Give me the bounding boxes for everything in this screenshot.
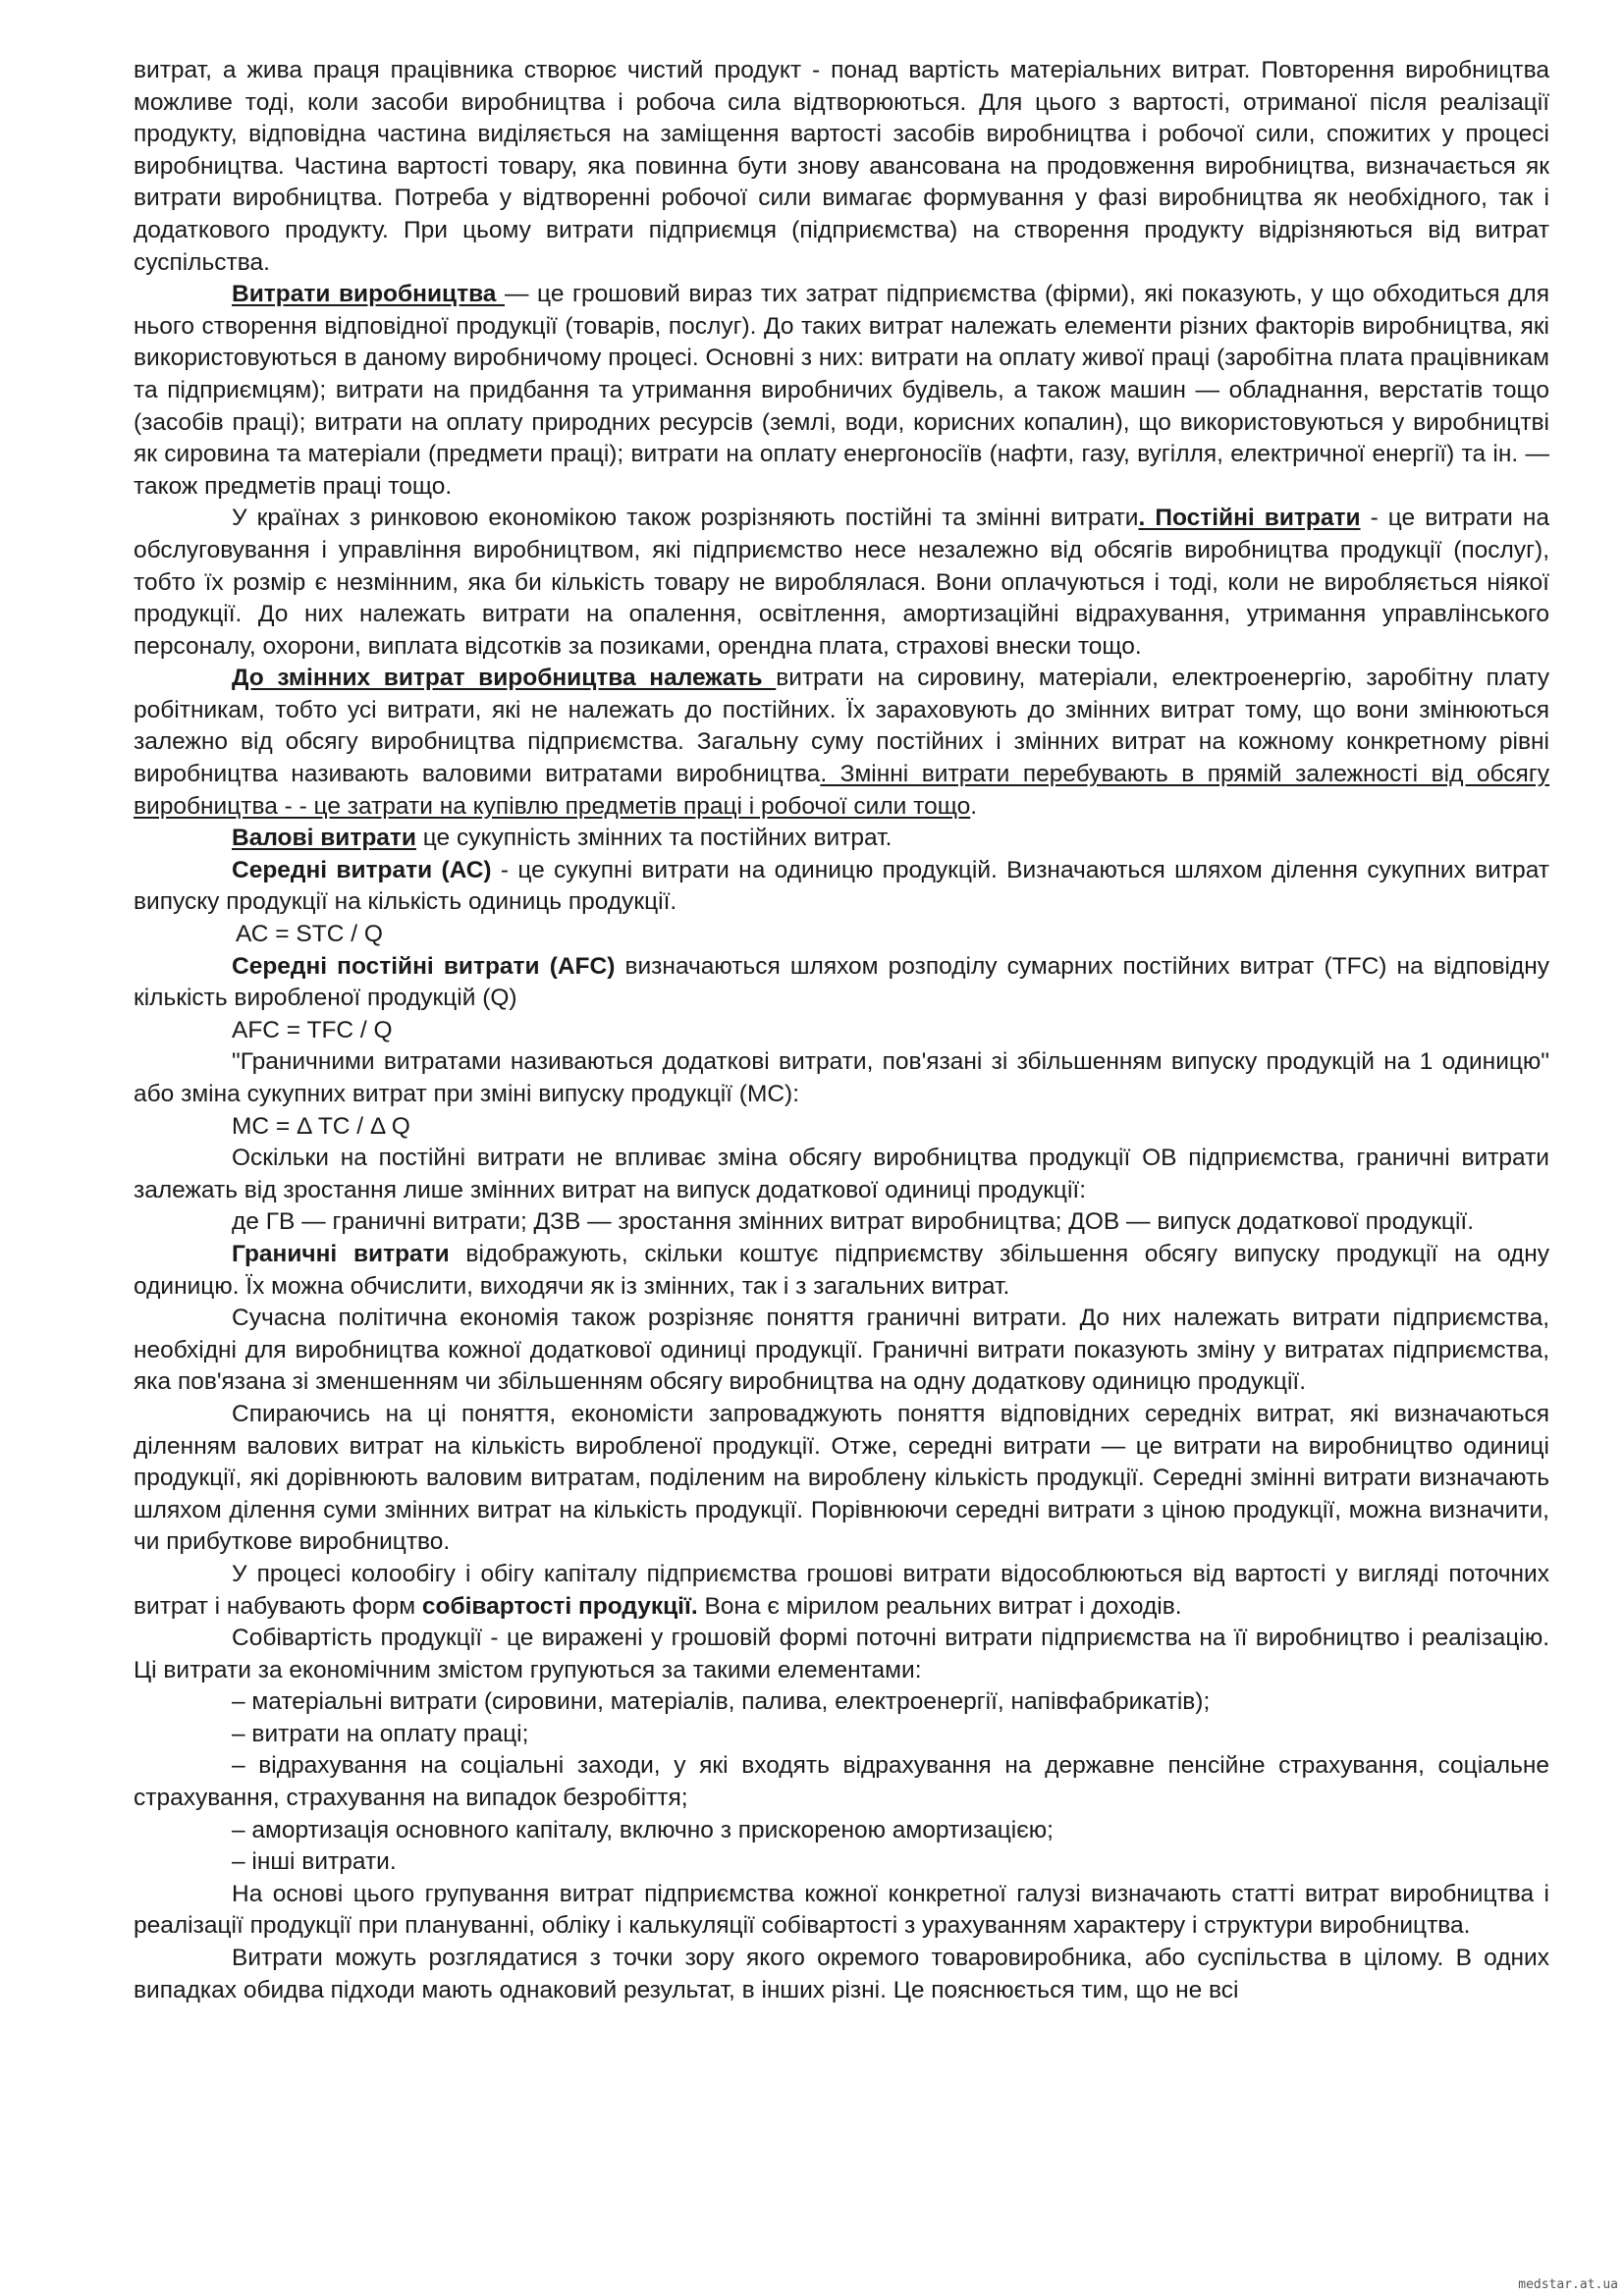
paragraph-legend: де ГВ — граничні витрати; ДЗВ — зростання змінних витрат виробництва; ДОВ — випуск додаткової продукції. <box>232 1208 1475 1236</box>
paragraph-variable-costs: До змінних витрат виробництва належать витрати на сировину, матеріали, електроенергію, заробітну плату робітникам, тобто усі витрати, які не належать до постійних. Їх зараховують до змінних витрат тому, що вони змінюються залежно від обсягу виробництва підприємства. Загальну суму постійних і змінних витрат на кожному конкретному рівні виробництва називають валовими витратами виробництва. Змінні витрати перебувають в прямій залежності від обсягу виробництва - - це затрати на купівлю предметів праці і робочої сили тощо. <box>134 665 1550 820</box>
paragraph-marginal-dependence: Оскільки на постійні витрати не впливає зміна обсягу виробництва продукції ОВ підприємства, граничні витрати залежать від зростання лише змінних витрат на випуск додаткової одиниці продукції: <box>134 1145 1549 1203</box>
paragraph-average-concepts: Спираючись на ці поняття, економісти запроваджують поняття відповідних середніх витрат, які визначаються діленням валових витрат на кількість виробленої продукції. Отже, середні витрати — це витрати на виробництво одиниці продукції, які дорівнюють валовим витратам, поділеним на вироблену кількість продукції. Середні змінні витрати визначають шляхом ділення суми змінних витрат на кількість продукції. Порівнюючи середні витрати з ціною продукції, можна визначити, чи прибуткове виробництво. <box>134 1400 1549 1556</box>
list-item: – інші витрати. <box>232 1848 397 1876</box>
term-afc: Середні постійні витрати (AFC) <box>232 952 616 980</box>
paragraph-afc: Середні постійні витрати (AFC) визначаються шляхом розподілу сумарних постійних витрат (TFC) на відповідну кількість виробленої продукцій (Q) <box>134 952 1550 1012</box>
paragraph-cost-items: На основі цього групування витрат підприємства кожної конкретної галузі визначають статті витрат виробництва і реалізації продукції при плануванні, обліку і калькуляції собівартості з урахуванням характеру і структури виробництва. <box>134 1880 1549 1940</box>
formula-afc: AFC = TFC / Q <box>232 1016 393 1043</box>
list-item: – амортизація основного капіталу, включно з прискореною амортизацією; <box>232 1816 1054 1843</box>
list-item: – відрахування на соціальні заходи, у які входять відрахування на державне пенсійне страхування, соціальне страхування, страхування на випадок безробіття; <box>134 1752 1549 1812</box>
term-marginal-costs: Граничні витрати <box>232 1240 450 1267</box>
paragraph-perspective: Витрати можуть розглядатися з точки зору якого окремого товаровиробника, або суспільства в цілому. В одних випадках обидва підходи мають однаковий результат, в інших різні. Це пояснюється тим, що не всі <box>134 1945 1549 2003</box>
paragraph-gross-costs: Валові витрати це сукупність змінних та постійних витрат. <box>232 825 893 852</box>
paragraph-average-costs: Середні витрати (АС) - це сукупні витрати на одиницю продукцій. Визначаються шляхом ділення сукупних витрат випуску продукції на кількість одиниць продукції. <box>134 856 1550 916</box>
term-cost-price: собівартості продукції. <box>421 1592 698 1620</box>
paragraph-political-economy: Сучасна політична економія також розрізняє поняття граничні витрати. До них належать витрати підприємства, необхідні для виробництва кожної додаткової одиниці продукції. Граничні витрати показують зміну у витратах підприємства, яка пов'язана зі зменшенням чи збільшенням обсягу виробництва на одну додаткову одиницю продукції. <box>134 1305 1549 1396</box>
paragraph-capital-circulation: У процесі колообігу і обігу капіталу підприємства грошові витрати відособлюються від вартості у вигляді поточних витрат і набувають форм собівартості продукції. Вона є мірилом реальних витрат і доходів. <box>134 1560 1549 1620</box>
term-gross-costs: Валові витрати <box>232 825 416 852</box>
list-item: – матеріальні витрати (сировини, матеріалів, палива, електроенергії, напівфабрикатів); <box>232 1688 1211 1716</box>
term-average-costs: Середні витрати (АС) <box>232 856 492 883</box>
term-fixed-costs: . Постійні витрати <box>1138 505 1361 532</box>
formula-mc: МС = Δ ТС / Δ Q <box>232 1112 410 1140</box>
formula-ac: АС = STC / Q <box>236 921 383 948</box>
watermark: medstar.at.ua <box>1518 2277 1618 2292</box>
document-page <box>134 55 1549 2006</box>
underlined-variable-costs-note: . Змінні витрати перебувають в прямій залежності від обсягу виробництва - - це затрати на купівлю предметів праці і робочої сили тощо <box>134 761 1550 820</box>
paragraph-marginal-costs: Граничні витрати відображують, скільки коштує підприємству збільшення обсягу випуску продукції на одну одиницю. Їх можна обчислити, виходячи як із змінних, так і з загальних витрат. <box>134 1240 1549 1300</box>
paragraph-cost-price: Собівартість продукції - це виражені у грошовій формі поточні витрати підприємства на її виробництво і реалізацію. Ці витрати за економічним змістом групуються за такими елементами: <box>134 1625 1549 1683</box>
paragraph-fixed-costs: У країнах з ринковою економікою також розрізняють постійні та змінні витрати. Постійні витрати - це витрати на обслуговування і управління виробництвом, які підприємство несе незалежно від обсягів виробництва продукції (послуг), тобто їх розмір є незмінним, яка би кількість товару не вироблялася. Вони оплачуються і тоді, коли не виробляється ніякої продукції. До них належать витрати на опалення, освітлення, амортизаційні відрахування, утримання управлінського персоналу, охорони, виплата відсотків за позиками, орендна плата, страхові внески тощо. <box>134 505 1549 660</box>
paragraph-marginal-definition: "Граничними витратами називаються додаткові витрати, пов'язані зі збільшенням випуску продукцій на 1 одиницю" або зміна сукупних витрат при зміні випуску продукції (МС): <box>134 1048 1549 1107</box>
term-variable-costs: До змінних витрат виробництва належать <box>232 665 777 692</box>
paragraph-production-costs: Витрати виробництва — це грошовий вираз тих затрат підприємства (фірми), які показують, у що обходиться для нього створення відповідної продукції (товарів, послуг). До таких витрат належать елементи різних факторів виробництва, які використовуються в даному виробничому процесі. Основні з них: витрати на оплату живої праці (заробітна плата працівникам та підприємцям); витрати на придбання та утримання виробничих будівель, а також машин — обладнання, верстатів тощо (засобів праці); витрати на оплату природних ресурсів (землі, води, корисних копалин), що використовуються у виробництві як сировина та матеріали (предмети праці); витрати на оплату енергоносіїв (нафти, газу, вугілля, електричної енергії) та ін. — також предметів праці тощо. <box>134 281 1549 500</box>
paragraph-1: витрат, а жива праця працівника створює чистий продукт - понад вартість матеріальних витрат. Повторення виробництва можливе тоді, коли засоби виробництва і робоча сила відтворюються. Для цього з вартості, отриманої після реалізації продукту, відповідна частина виділяється на заміщення вартості засобів виробництва і робочої сили, спожитих у процесі виробництва. Частина вартості товару, яка повинна бути знову авансована на продовження виробництва, визначається як витрати виробництва. Потреба у відтворенні робочої сили вимагає формування у фазі виробництва як необхідного, так і додаткового продукту. При цьому витрати підприємця (підприємства) на створення продукту відрізняються від витрат суспільства. <box>134 57 1549 276</box>
list-item: – витрати на оплату праці; <box>232 1720 529 1747</box>
term-production-costs: Витрати виробництва <box>232 281 505 308</box>
